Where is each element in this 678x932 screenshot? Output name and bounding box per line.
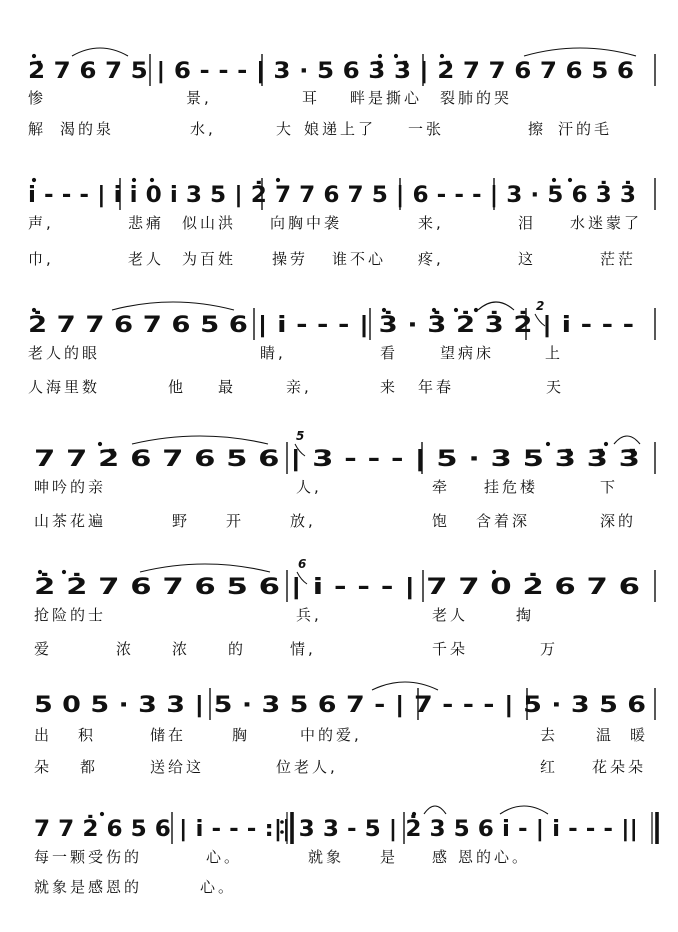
lyric-verse2: 最 bbox=[218, 378, 237, 396]
lyric-verse1: 胸 bbox=[232, 726, 251, 744]
lyric-verse2: 红 bbox=[540, 758, 559, 776]
lyric-verse2: 放, bbox=[290, 512, 316, 530]
octave-dot bbox=[98, 442, 102, 446]
lyric-verse1: 恩的心。 bbox=[458, 848, 531, 866]
lyric-verse2: 送给这 bbox=[150, 758, 205, 776]
lyric-verse2: 解 bbox=[28, 120, 47, 138]
lyric-verse1: 声, bbox=[28, 214, 54, 232]
lyric-rows bbox=[28, 89, 648, 896]
octave-dot bbox=[552, 178, 556, 182]
lyric-verse1: 呻吟的亲 bbox=[34, 478, 107, 496]
lyric-verse1: 惨 bbox=[28, 89, 47, 107]
lyric-verse1: 去 bbox=[540, 726, 559, 744]
lyric-verse2: 疼, bbox=[418, 250, 444, 268]
lyric-verse1: 出 bbox=[34, 726, 53, 744]
grace-note: 5 bbox=[296, 429, 305, 443]
lyric-verse1: 老人的眼 bbox=[28, 344, 101, 362]
lyric-verse1: 景, bbox=[186, 89, 212, 107]
lyric-verse1: 是 bbox=[380, 848, 399, 866]
lyric-verse2: 人海里数 bbox=[28, 378, 101, 396]
lyric-verse2: 操劳 bbox=[272, 250, 309, 268]
lyric-verse2: 的 bbox=[228, 640, 247, 658]
lyric-verse1: 水迷蒙了 bbox=[570, 214, 643, 232]
octave-dot bbox=[150, 178, 154, 182]
lyric-verse2: 他 bbox=[168, 378, 187, 396]
lyric-verse1: 望病床 bbox=[440, 344, 495, 362]
lyric-verse1: 就象 bbox=[308, 848, 345, 866]
lyric-verse2: 野 bbox=[172, 512, 191, 530]
octave-dot bbox=[32, 308, 36, 312]
octave-dot bbox=[132, 178, 136, 182]
slur bbox=[132, 436, 268, 444]
lyric-verse2: 花朵朵 bbox=[592, 758, 647, 776]
lyric-verse1: 挂危楼 bbox=[484, 478, 539, 496]
lyric-verse2: 位老人, bbox=[276, 758, 338, 776]
lyric-verse2: 就象是感恩的 bbox=[34, 878, 143, 896]
lyric-verse2: 浓 bbox=[116, 640, 135, 658]
lyric-verse1: 兵, bbox=[296, 606, 322, 624]
lyric-verse2: 都 bbox=[80, 758, 99, 776]
lyric-verse1: 畔是撕心 bbox=[350, 89, 423, 107]
slur bbox=[372, 682, 438, 690]
lyric-verse1: 裂肺的哭 bbox=[440, 89, 513, 107]
slur bbox=[424, 806, 446, 814]
lyric-verse1: 温 bbox=[596, 726, 615, 744]
lyric-verse1: 暖 bbox=[630, 726, 649, 744]
slur bbox=[72, 48, 128, 56]
lyric-verse2: 这 bbox=[518, 250, 537, 268]
lyric-verse1: 积 bbox=[78, 726, 97, 744]
lyric-verse2: 水, bbox=[190, 120, 216, 138]
lyric-verse2: 大 bbox=[276, 120, 295, 138]
lyric-verse1: 牵 bbox=[432, 478, 451, 496]
lyric-verse2: 情, bbox=[290, 640, 316, 658]
lyric-verse1: 睛, bbox=[260, 344, 286, 362]
lyric-verse2: 含着深 bbox=[476, 512, 531, 530]
lyric-verse2: 开 bbox=[226, 512, 245, 530]
lyric-verse1: 来, bbox=[418, 214, 444, 232]
lyric-verse2: 山茶花遍 bbox=[34, 512, 107, 530]
octave-dot bbox=[604, 442, 608, 446]
lyric-verse2: 天 bbox=[546, 378, 565, 396]
lyric-verse1: 耳 bbox=[302, 89, 321, 107]
octave-dot bbox=[546, 442, 550, 446]
lyric-verse2: 巾, bbox=[28, 250, 54, 268]
note-row-6: 5 0 5 · 3 3 | 5 · 3 5 6 7 - | 7 - - - | 5 · 3 5 6 bbox=[34, 693, 646, 718]
lyric-verse1: 泪 bbox=[518, 214, 537, 232]
note-row-1: 2̇ 7 6 7 5 | 6 - - - | 3 · 5 6 3̇ 3̇ | 2̇ 7 7 6 7 6 5 6 bbox=[28, 59, 634, 84]
lyric-verse2: 心。 bbox=[200, 878, 237, 896]
note-row-4: 7 7 2̇ 6 7 6 5 6 | 3 - - - | 5 · 3 5 3̇ 3̇ 3̇ bbox=[34, 447, 640, 472]
lyric-verse1: 悲痛 bbox=[128, 214, 165, 232]
note-rows bbox=[28, 59, 649, 842]
lyric-verse2: 饱 bbox=[432, 512, 451, 530]
slur bbox=[112, 302, 234, 310]
lyric-verse2: 浓 bbox=[172, 640, 191, 658]
lyric-verse2: 万 bbox=[540, 640, 559, 658]
lyric-verse2: 深的 bbox=[600, 512, 637, 530]
octave-dot bbox=[382, 308, 386, 312]
lyric-verse1: 抢险的士 bbox=[34, 606, 107, 624]
lyric-verse2: 渴的泉 bbox=[60, 120, 115, 138]
lyric-verse1: 向胸中袭 bbox=[270, 214, 343, 232]
lyric-verse2: 亲, bbox=[286, 378, 312, 396]
lyric-verse1: 看 bbox=[380, 344, 399, 362]
octave-dot bbox=[394, 54, 398, 58]
note-row-2: i - - - | i i 0 i 3 5 | 2̇ 7 7 6 7 5 | 6 - - - | 3 · 5 6 3̇ 3̇ bbox=[28, 183, 606, 208]
octave-dot bbox=[432, 308, 436, 312]
note-row-3: 2̇ 7 7 6 7 6 5 6 | i - - - | 3̇ · 3̇ 2̇ 3̇ 2̇ | i - - - bbox=[28, 313, 514, 338]
lyric-verse2: 擦 bbox=[528, 120, 547, 138]
lyric-verse2: 汗的毛 bbox=[558, 120, 613, 138]
lyric-verse1: 似山洪 bbox=[182, 214, 237, 232]
lyric-verse2: 茫茫 bbox=[600, 250, 637, 268]
slur bbox=[524, 48, 636, 56]
octave-dot bbox=[492, 570, 496, 574]
octave-dot bbox=[32, 178, 36, 182]
lyric-verse1: 感 bbox=[432, 848, 451, 866]
lyric-verse2: 爱 bbox=[34, 640, 53, 658]
octave-dot bbox=[474, 308, 478, 312]
lyric-verse2: 老人 bbox=[128, 250, 165, 268]
lyric-verse1: 心。 bbox=[206, 848, 243, 866]
lyric-verse1: 每一颗受伤的 bbox=[34, 848, 143, 866]
lyric-verse1: 下 bbox=[600, 478, 619, 496]
lyric-verse2: 娘递上了 bbox=[304, 120, 377, 138]
lyric-verse2: 来 bbox=[380, 378, 399, 396]
octave-dot bbox=[38, 570, 42, 574]
octave-dot bbox=[568, 178, 572, 182]
octave-dot bbox=[62, 570, 66, 574]
octave-dot bbox=[276, 178, 280, 182]
lyric-verse1: 中的爱, bbox=[300, 726, 362, 744]
grace-note: 6 bbox=[298, 557, 307, 571]
octave-dot bbox=[32, 54, 36, 58]
lyric-verse1: 人, bbox=[296, 478, 322, 496]
lyric-verse2: 谁不心 bbox=[332, 250, 387, 268]
grace-note: 2 bbox=[536, 299, 545, 313]
barline bbox=[652, 812, 657, 844]
octave-dot bbox=[378, 54, 382, 58]
octave-dot bbox=[454, 308, 458, 312]
slur bbox=[500, 806, 548, 814]
lyric-verse2: 千朵 bbox=[432, 640, 469, 658]
octave-dot bbox=[412, 812, 416, 816]
lyric-verse2: 年春 bbox=[418, 378, 455, 396]
octave-dot bbox=[100, 812, 104, 816]
note-row-7: 7 7 2̇ 6 5 6 | i - - - :|| 3 3 - 5 | 2̇ 3 5 6 i - | i - - - || bbox=[34, 817, 609, 842]
lyric-verse2: 为百姓 bbox=[182, 250, 237, 268]
octave-dot bbox=[440, 54, 444, 58]
lyric-verse1: 上 bbox=[545, 344, 564, 362]
lyric-verse2: 一张 bbox=[408, 120, 445, 138]
lyric-verse1: 掏 bbox=[516, 606, 535, 624]
lyric-verse1: 老人 bbox=[432, 606, 469, 624]
slur bbox=[614, 436, 640, 444]
slur bbox=[140, 564, 270, 572]
lyric-verse1: 储在 bbox=[150, 726, 187, 744]
lyric-verse2: 朵 bbox=[34, 758, 53, 776]
note-row-5: 2̇ 2̇ 7 6 7 6 5 6 | i - - - | 7 7 0 2̇ 6 7 6 bbox=[34, 575, 468, 600]
slur bbox=[478, 302, 514, 310]
